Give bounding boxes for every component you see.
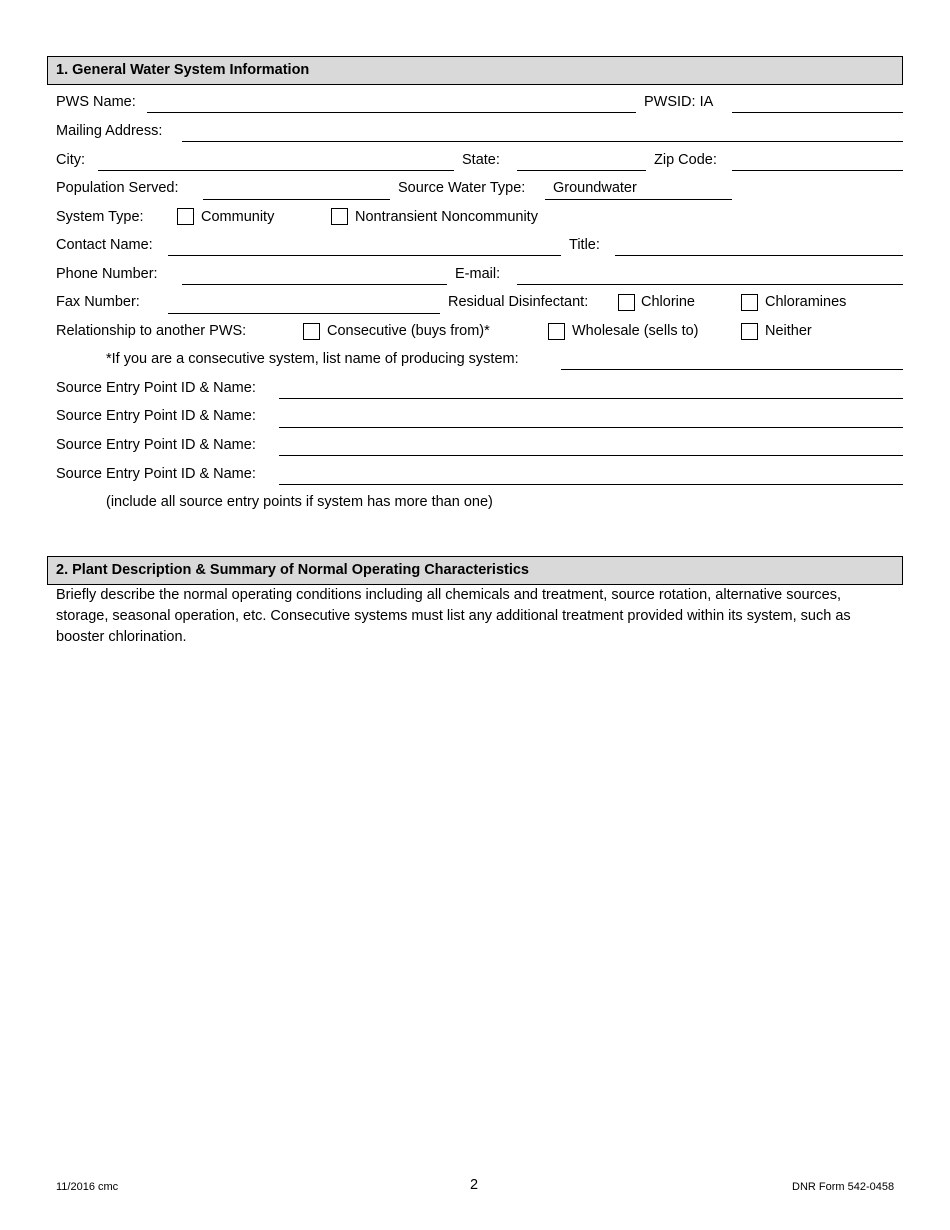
city-field[interactable] (98, 170, 454, 171)
neither-checkbox[interactable] (741, 323, 758, 340)
source-water-type-value: Groundwater (553, 180, 637, 196)
chlorine-label: Chlorine (641, 294, 695, 310)
form-id: DNR Form 542-0458 (792, 1181, 895, 1193)
residual-disinfectant-label: Residual Disinfectant: (448, 294, 589, 310)
population-served-label: Population Served: (56, 180, 179, 196)
description-answer-area[interactable] (56, 655, 903, 1135)
contact-name-field[interactable] (168, 255, 561, 256)
include-note: (include all source entry points if system has more than one) (106, 494, 493, 510)
fax-number-label: Fax Number: (56, 294, 140, 310)
consecutive-checkbox[interactable] (303, 323, 320, 340)
footer-date: 11/2016 cmc (56, 1181, 119, 1193)
source-entry-field[interactable] (279, 484, 903, 485)
nontransient-noncommunity-label: Nontransient Noncommunity (355, 209, 538, 225)
pwsid-label: PWSID: IA (644, 94, 714, 110)
zip-code-label: Zip Code: (654, 152, 717, 168)
section-2-header: 2. Plant Description & Summary of Normal Operating Characteristics (47, 556, 903, 585)
pws-name-field[interactable] (147, 112, 636, 113)
source-water-type-label: Source Water Type: (398, 180, 526, 196)
consecutive-label: Consecutive (buys from)* (327, 323, 490, 339)
source-water-type-field[interactable] (545, 199, 732, 200)
phone-number-field[interactable] (182, 284, 447, 285)
fax-number-field[interactable] (168, 313, 440, 314)
title-field[interactable] (615, 255, 903, 256)
producing-system-field[interactable] (561, 369, 903, 370)
wholesale-label: Wholesale (sells to) (572, 323, 699, 339)
chloramines-checkbox[interactable] (741, 294, 758, 311)
source-entry-field[interactable] (279, 427, 903, 428)
community-checkbox[interactable] (177, 208, 194, 225)
source-entry-label: Source Entry Point ID & Name: (56, 437, 256, 453)
community-label: Community (201, 209, 275, 225)
email-label: E-mail: (455, 266, 501, 282)
mailing-address-field[interactable] (182, 141, 903, 142)
relationship-label: Relationship to another PWS: (56, 323, 247, 339)
chlorine-checkbox[interactable] (618, 294, 635, 311)
source-entry-label: Source Entry Point ID & Name: (56, 408, 256, 424)
source-entry-label: Source Entry Point ID & Name: (56, 380, 256, 396)
neither-label: Neither (765, 323, 812, 339)
email-field[interactable] (517, 284, 903, 285)
source-entry-label: Source Entry Point ID & Name: (56, 466, 256, 482)
contact-name-label: Contact Name: (56, 237, 153, 253)
city-label: City: (56, 152, 85, 168)
phone-number-label: Phone Number: (56, 266, 158, 282)
pwsid-field[interactable] (732, 112, 903, 113)
mailing-address-label: Mailing Address: (56, 123, 163, 139)
state-label: State: (462, 152, 500, 168)
source-entry-field[interactable] (279, 455, 903, 456)
system-type-label: System Type: (56, 209, 144, 225)
title-label: Title: (569, 237, 600, 253)
chloramines-label: Chloramines (765, 294, 847, 310)
zip-code-field[interactable] (732, 170, 903, 171)
population-served-field[interactable] (203, 199, 390, 200)
page-number: 2 (470, 1177, 479, 1193)
nontransient-noncommunity-checkbox[interactable] (331, 208, 348, 225)
state-field[interactable] (517, 170, 646, 171)
producing-system-note: *If you are a consecutive system, list name of producing system: (106, 351, 519, 367)
wholesale-checkbox[interactable] (548, 323, 565, 340)
section-2-description: Briefly describe the normal operating conditions including all chemicals and treatment, source rotation, alternative sources, storage, seasonal operation, etc. Consecutive systems must list any additional treatment provided within its system, such as booster chlorination. (56, 587, 851, 645)
pws-name-label: PWS Name: (56, 94, 136, 110)
source-entry-field[interactable] (279, 398, 903, 399)
section-1-header: 1. General Water System Information (47, 56, 903, 85)
